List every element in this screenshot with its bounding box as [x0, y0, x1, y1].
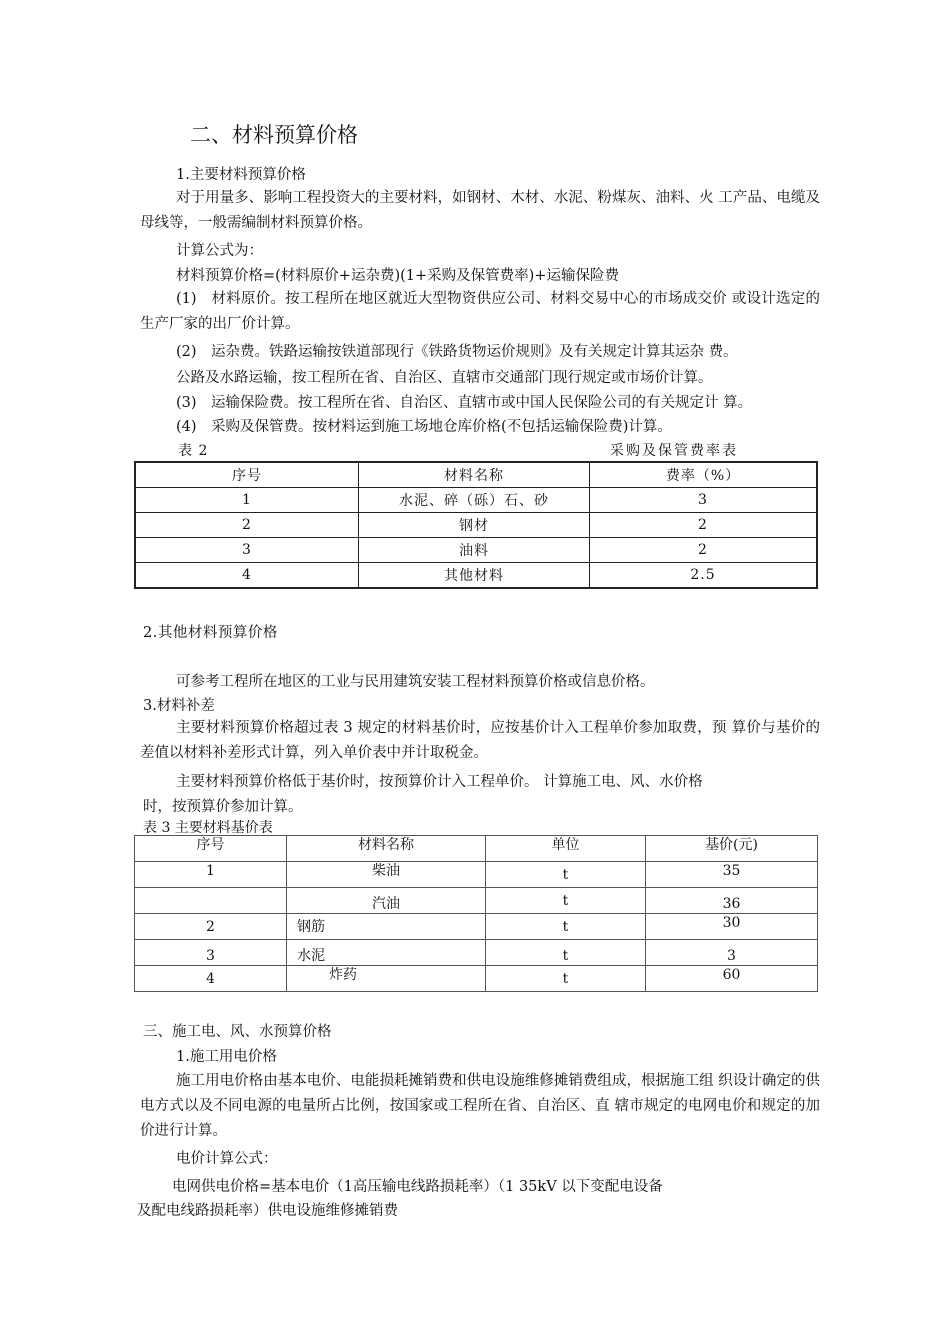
table-cell: 钢筋 — [287, 914, 486, 940]
column-header: 费率（%） — [590, 462, 818, 488]
table-row — [135, 940, 818, 966]
table-cell: 1 — [135, 862, 287, 888]
formula: 电网供电价格=基本电价（1高压输电线路损耗率）（1 35kV 以下变配电设备 — [172, 1179, 663, 1195]
column-header: 序号 — [135, 836, 287, 862]
paragraph-continuation: 时，按预算价参加计算。 — [143, 799, 303, 815]
table-cell: 炸药 — [287, 966, 486, 992]
table-label: 表 2 — [178, 443, 209, 459]
table-cell: 3 — [135, 538, 359, 563]
column-header: 序号 — [135, 462, 359, 488]
table-row — [135, 888, 818, 914]
table-cell: t — [486, 888, 646, 914]
subsection-title: 1.施工用电价格 — [176, 1049, 277, 1065]
table-cell: 其他材料 — [359, 563, 590, 589]
paragraph: 主要材料预算价格超过表 3 规定的材料基价时，应按基价计入工程单价参加取费，预 算价与基价的差值以材料补差形式计算，列入单价表中并计取税金。 — [140, 720, 820, 761]
table-cell: 35 — [646, 862, 818, 888]
table-cell: 油料 — [359, 538, 590, 563]
list-item: (2) 运杂费。铁路运输按铁道部现行《铁路货物运价规则》及有关规定计算其运杂 费。 — [176, 344, 738, 360]
table-cell: 36 — [646, 888, 818, 914]
paragraph: 对于用量多、影响工程投资大的主要材料，如钢材、木材、水泥、粉煤灰、油料、火 工产品、电缆及母线等，一般需编制材料预算价格。 — [140, 190, 820, 231]
table-cell: 柴油 — [287, 862, 486, 888]
table-cell: 3 — [646, 940, 818, 966]
formula-label: 电价计算公式： — [176, 1151, 278, 1167]
paragraph: 可参考工程所在地区的工业与民用建筑安装工程材料预算价格或信息价格。 — [176, 674, 655, 690]
table-row — [135, 538, 817, 563]
table-cell: t — [486, 862, 646, 888]
table-cell: 2.5 — [590, 563, 818, 589]
paragraph: 主要材料预算价格低于基价时，按预算价计入工程单价。 计算施工电、风、水价格 — [176, 774, 703, 790]
table-header-row — [135, 462, 817, 488]
list-item: (1) 材料原价。按工程所在地区就近大型物资供应公司、材料交易中心的市场成交价 或设计选定的生产厂家的出厂价计算。 — [140, 291, 820, 332]
table-cell: 3 — [590, 488, 818, 513]
table-cell: 30 — [646, 914, 818, 940]
list-item-continuation: 公路及水路运输，按工程所在省、自治区、直辖市交通部门现行规定或市场价计算。 — [176, 370, 713, 386]
paragraph: 施工用电价格由基本电价、电能损耗摊销费和供电设施维修摊销费组成，根据施工组 织设计确定的供电方式以及不同电源的电量所占比例，按国家或工程所在省、自治区、直 辖市规定的电网电价和规定的加价进行计算。 — [140, 1073, 820, 1139]
column-header: 材料名称 — [287, 836, 486, 862]
table-cell: 水泥、碎（砾）石、砂 — [359, 488, 590, 513]
column-header: 单位 — [486, 836, 646, 862]
table-cell: 60 — [646, 966, 818, 992]
base-price-table — [134, 835, 818, 992]
table-cell — [135, 888, 287, 914]
table-cell: 钢材 — [359, 513, 590, 538]
table-cell: 2 — [590, 513, 818, 538]
table-cell: 4 — [135, 966, 287, 992]
table-cell: 2 — [590, 538, 818, 563]
table-row — [135, 563, 817, 589]
table-cell: 2 — [135, 914, 287, 940]
table-row — [135, 914, 818, 940]
subsection-title: 1.主要材料预算价格 — [176, 167, 306, 183]
table-cell: 汽油 — [287, 888, 486, 914]
formula-continuation: 及配电线路损耗率）供电设施维修摊销费 — [137, 1203, 398, 1219]
table-caption: 表 3 主要材料基价表 — [143, 820, 273, 836]
formula-label: 计算公式为： — [176, 243, 263, 259]
table-row — [135, 966, 818, 992]
table-row — [135, 862, 818, 888]
subsection-title: 3.材料补差 — [143, 698, 215, 714]
table-cell: 2 — [135, 513, 359, 538]
list-item: (3) 运输保险费。按工程所在省、自治区、直辖市或中国人民保险公司的有关规定计 算。 — [176, 395, 753, 411]
section-title: 二、材料预算价格 — [190, 123, 358, 147]
table-cell: 水泥 — [287, 940, 486, 966]
table-row — [135, 513, 817, 538]
table-cell: t — [486, 914, 646, 940]
table-cell: 1 — [135, 488, 359, 513]
table-caption: 采购及保管费率表 — [610, 443, 738, 459]
table-cell: 3 — [135, 940, 287, 966]
list-item: (4) 采购及保管费。按材料运到施工场地仓库价格(不包括运输保险费)计算。 — [176, 419, 672, 435]
formula: 材料预算价格=(材料原价+运杂费)(1+采购及保管费率)+运输保险费 — [176, 268, 619, 284]
table-row — [135, 488, 817, 513]
table-header-row — [135, 836, 818, 862]
subsection-title: 2.其他材料预算价格 — [143, 625, 278, 641]
column-header: 材料名称 — [359, 462, 590, 488]
table-cell: t — [486, 940, 646, 966]
column-header: 基价(元) — [646, 836, 818, 862]
table-cell: t — [486, 966, 646, 992]
table-cell: 4 — [135, 563, 359, 589]
section-title: 三、施工电、风、水预算价格 — [143, 1024, 332, 1040]
rate-table — [134, 461, 818, 589]
